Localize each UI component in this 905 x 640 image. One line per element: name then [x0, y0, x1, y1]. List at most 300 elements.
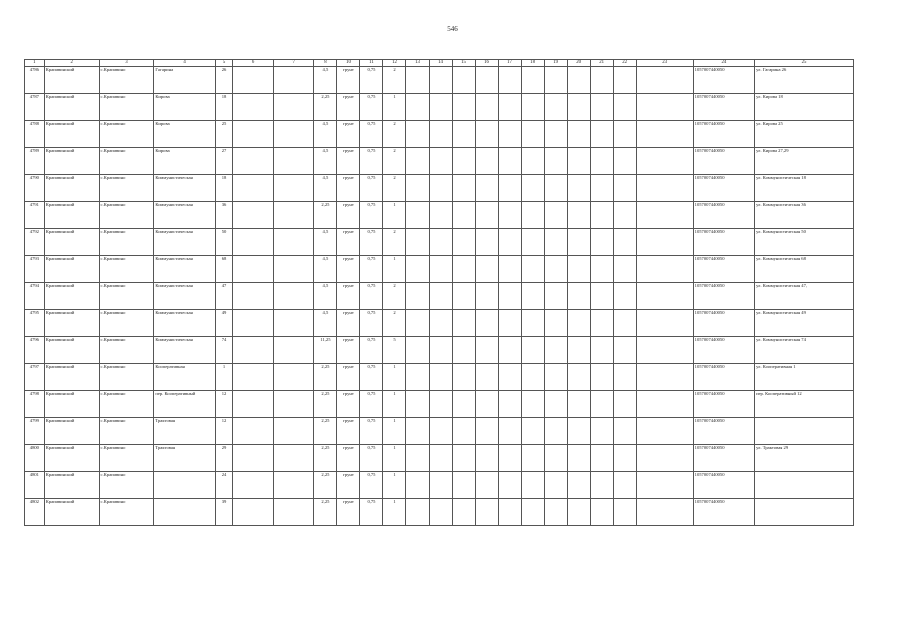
settlement-cell: с.Крапивино — [99, 283, 154, 310]
ogrn-cell: 1057007440050 — [693, 148, 754, 175]
settlement-cell: с.Крапивино — [99, 337, 154, 364]
owner-cell — [636, 67, 693, 94]
house-cell: 12 — [215, 418, 233, 445]
column-header: 24 — [693, 60, 754, 67]
surface-cell: грунт — [337, 391, 360, 418]
empty-cell — [406, 94, 429, 121]
empty-cell — [406, 229, 429, 256]
empty-cell — [429, 94, 452, 121]
empty-cell — [452, 445, 475, 472]
empty-cell — [475, 364, 498, 391]
served-addresses-cell: ул. Коммунистическая 68 — [755, 256, 854, 283]
empty-cell — [429, 310, 452, 337]
column-header: 16 — [475, 60, 498, 67]
ogrn-cell: 1057007440050 — [693, 472, 754, 499]
row-number: 4791 — [25, 202, 45, 229]
empty-cell — [521, 94, 544, 121]
surface-cell: грунт — [337, 283, 360, 310]
empty-cell — [498, 310, 521, 337]
area-cell: 4,5 — [314, 148, 337, 175]
longitude-cell — [273, 283, 314, 310]
house-cell: 39 — [215, 499, 233, 526]
area-cell: 11,25 — [314, 337, 337, 364]
district-cell: Крапивинский — [44, 418, 99, 445]
empty-cell — [567, 364, 590, 391]
district-cell: Крапивинский — [44, 67, 99, 94]
table-row — [25, 418, 854, 445]
container-count-cell: 2 — [383, 229, 406, 256]
empty-cell — [544, 256, 567, 283]
column-header: 12 — [383, 60, 406, 67]
ogrn-cell: 1057007440050 — [693, 283, 754, 310]
owner-cell — [636, 364, 693, 391]
empty-cell — [521, 256, 544, 283]
district-cell: Крапивинский — [44, 391, 99, 418]
empty-cell — [613, 499, 636, 526]
empty-cell — [613, 67, 636, 94]
empty-cell — [475, 121, 498, 148]
empty-cell — [613, 472, 636, 499]
ogrn-cell: 1057007440050 — [693, 229, 754, 256]
empty-cell — [452, 175, 475, 202]
served-addresses-cell: ул. Коммунистическая 36 — [755, 202, 854, 229]
empty-cell — [590, 499, 613, 526]
empty-cell — [544, 418, 567, 445]
empty-cell — [567, 391, 590, 418]
empty-cell — [544, 391, 567, 418]
volume-cell: 0,75 — [360, 472, 383, 499]
empty-cell — [475, 94, 498, 121]
district-cell: Крапивинский — [44, 94, 99, 121]
table-row — [25, 283, 854, 310]
container-count-cell: 2 — [383, 175, 406, 202]
owner-cell — [636, 256, 693, 283]
owner-cell — [636, 94, 693, 121]
district-cell: Крапивинский — [44, 499, 99, 526]
empty-cell — [452, 94, 475, 121]
empty-cell — [452, 283, 475, 310]
container-count-cell: 1 — [383, 391, 406, 418]
ogrn-cell: 1057007440050 — [693, 175, 754, 202]
empty-cell — [452, 418, 475, 445]
empty-cell — [521, 418, 544, 445]
empty-cell — [429, 148, 452, 175]
empty-cell — [498, 445, 521, 472]
container-count-cell: 2 — [383, 148, 406, 175]
empty-cell — [406, 472, 429, 499]
column-header: 5 — [215, 60, 233, 67]
empty-cell — [567, 310, 590, 337]
empty-cell — [590, 148, 613, 175]
empty-cell — [590, 256, 613, 283]
table-row — [25, 121, 854, 148]
street-cell: Кирова — [154, 121, 215, 148]
empty-cell — [429, 472, 452, 499]
empty-cell — [613, 94, 636, 121]
longitude-cell — [273, 94, 314, 121]
volume-cell: 0,75 — [360, 418, 383, 445]
area-cell: 4,5 — [314, 310, 337, 337]
table-header-row — [25, 60, 854, 67]
row-number: 4789 — [25, 148, 45, 175]
latitude-cell — [233, 67, 274, 94]
settlement-cell: с.Крапивино — [99, 364, 154, 391]
area-cell: 4,5 — [314, 283, 337, 310]
empty-cell — [498, 229, 521, 256]
empty-cell — [406, 391, 429, 418]
empty-cell — [544, 202, 567, 229]
surface-cell: грунт — [337, 337, 360, 364]
empty-cell — [406, 445, 429, 472]
table-row — [25, 391, 854, 418]
area-cell: 4,5 — [314, 229, 337, 256]
district-cell: Крапивинский — [44, 202, 99, 229]
empty-cell — [567, 94, 590, 121]
house-cell: 18 — [215, 94, 233, 121]
empty-cell — [544, 229, 567, 256]
served-addresses-cell: ул. Коммунистическая 49 — [755, 310, 854, 337]
surface-cell: грунт — [337, 121, 360, 148]
empty-cell — [498, 472, 521, 499]
container-count-cell: 2 — [383, 283, 406, 310]
area-cell: 2,25 — [314, 391, 337, 418]
container-count-cell: 1 — [383, 94, 406, 121]
ogrn-cell: 1057007440050 — [693, 418, 754, 445]
empty-cell — [498, 364, 521, 391]
row-number: 4794 — [25, 283, 45, 310]
empty-cell — [452, 337, 475, 364]
area-cell: 2,25 — [314, 364, 337, 391]
longitude-cell — [273, 67, 314, 94]
empty-cell — [429, 445, 452, 472]
column-header: 17 — [498, 60, 521, 67]
empty-cell — [406, 202, 429, 229]
empty-cell — [613, 418, 636, 445]
table-row — [25, 229, 854, 256]
empty-cell — [475, 202, 498, 229]
latitude-cell — [233, 202, 274, 229]
district-cell: Крапивинский — [44, 121, 99, 148]
owner-cell — [636, 202, 693, 229]
empty-cell — [498, 67, 521, 94]
empty-cell — [567, 121, 590, 148]
empty-cell — [590, 391, 613, 418]
empty-cell — [613, 364, 636, 391]
empty-cell — [613, 445, 636, 472]
register-table — [24, 59, 854, 526]
empty-cell — [567, 472, 590, 499]
longitude-cell — [273, 499, 314, 526]
empty-cell — [475, 472, 498, 499]
empty-cell — [544, 499, 567, 526]
surface-cell: грунт — [337, 94, 360, 121]
row-number: 4797 — [25, 364, 45, 391]
street-cell: Кирова — [154, 148, 215, 175]
empty-cell — [406, 418, 429, 445]
empty-cell — [567, 175, 590, 202]
settlement-cell: с.Крапивино — [99, 67, 154, 94]
empty-cell — [521, 67, 544, 94]
longitude-cell — [273, 418, 314, 445]
empty-cell — [590, 175, 613, 202]
ogrn-cell: 1057007440050 — [693, 391, 754, 418]
settlement-cell: с.Крапивино — [99, 94, 154, 121]
settlement-cell: с.Крапивино — [99, 202, 154, 229]
settlement-cell: с.Крапивино — [99, 310, 154, 337]
street-cell — [154, 472, 215, 499]
volume-cell: 0,75 — [360, 229, 383, 256]
empty-cell — [613, 229, 636, 256]
row-number: 4786 — [25, 67, 45, 94]
empty-cell — [452, 391, 475, 418]
empty-cell — [429, 283, 452, 310]
surface-cell: грунт — [337, 445, 360, 472]
house-cell: 36 — [215, 202, 233, 229]
column-header: 6 — [233, 60, 274, 67]
empty-cell — [613, 121, 636, 148]
table-row — [25, 202, 854, 229]
empty-cell — [544, 175, 567, 202]
settlement-cell: с.Крапивино — [99, 148, 154, 175]
district-cell: Крапивинский — [44, 472, 99, 499]
empty-cell — [590, 445, 613, 472]
area-cell: 4,5 — [314, 256, 337, 283]
ogrn-cell: 1057007440050 — [693, 499, 754, 526]
empty-cell — [406, 148, 429, 175]
latitude-cell — [233, 148, 274, 175]
empty-cell — [544, 67, 567, 94]
empty-cell — [429, 229, 452, 256]
container-count-cell: 2 — [383, 67, 406, 94]
empty-cell — [590, 67, 613, 94]
container-count-cell: 1 — [383, 202, 406, 229]
ogrn-cell: 1057007440050 — [693, 445, 754, 472]
settlement-cell: с.Крапивино — [99, 121, 154, 148]
row-number: 4798 — [25, 391, 45, 418]
longitude-cell — [273, 364, 314, 391]
empty-cell — [544, 364, 567, 391]
ogrn-cell: 1057007440050 — [693, 337, 754, 364]
empty-cell — [544, 472, 567, 499]
served-addresses-cell: ул. Гагарина 26 — [755, 67, 854, 94]
empty-cell — [567, 283, 590, 310]
column-header: 11 — [360, 60, 383, 67]
surface-cell: грунт — [337, 67, 360, 94]
empty-cell — [521, 121, 544, 148]
empty-cell — [521, 364, 544, 391]
empty-cell — [567, 256, 590, 283]
owner-cell — [636, 499, 693, 526]
empty-cell — [429, 256, 452, 283]
owner-cell — [636, 445, 693, 472]
table-row — [25, 499, 854, 526]
longitude-cell — [273, 310, 314, 337]
empty-cell — [613, 283, 636, 310]
street-cell: Коммунистическая — [154, 229, 215, 256]
empty-cell — [498, 418, 521, 445]
district-cell: Крапивинский — [44, 445, 99, 472]
surface-cell: грунт — [337, 310, 360, 337]
settlement-cell: с.Крапивино — [99, 391, 154, 418]
column-header: 2 — [44, 60, 99, 67]
empty-cell — [521, 202, 544, 229]
volume-cell: 0,75 — [360, 175, 383, 202]
empty-cell — [452, 121, 475, 148]
empty-cell — [613, 337, 636, 364]
ogrn-cell: 1057007440050 — [693, 364, 754, 391]
street-cell: Кирова — [154, 94, 215, 121]
longitude-cell — [273, 148, 314, 175]
latitude-cell — [233, 337, 274, 364]
column-header: 8 — [314, 60, 337, 67]
owner-cell — [636, 337, 693, 364]
empty-cell — [475, 67, 498, 94]
row-number: 4792 — [25, 229, 45, 256]
table-row — [25, 67, 854, 94]
empty-cell — [429, 337, 452, 364]
empty-cell — [590, 121, 613, 148]
column-header: 10 — [337, 60, 360, 67]
latitude-cell — [233, 310, 274, 337]
surface-cell: грунт — [337, 202, 360, 229]
street-cell: Коммунистическая — [154, 202, 215, 229]
empty-cell — [429, 364, 452, 391]
house-cell: 18 — [215, 175, 233, 202]
column-header: 1 — [25, 60, 45, 67]
longitude-cell — [273, 229, 314, 256]
empty-cell — [475, 256, 498, 283]
column-header: 3 — [99, 60, 154, 67]
empty-cell — [498, 202, 521, 229]
empty-cell — [452, 202, 475, 229]
latitude-cell — [233, 418, 274, 445]
empty-cell — [498, 256, 521, 283]
empty-cell — [521, 445, 544, 472]
table-row — [25, 364, 854, 391]
empty-cell — [544, 337, 567, 364]
table-row — [25, 445, 854, 472]
empty-cell — [498, 391, 521, 418]
empty-cell — [567, 229, 590, 256]
latitude-cell — [233, 175, 274, 202]
longitude-cell — [273, 202, 314, 229]
empty-cell — [567, 499, 590, 526]
empty-cell — [498, 499, 521, 526]
settlement-cell: с.Крапивино — [99, 418, 154, 445]
empty-cell — [613, 310, 636, 337]
column-header: 23 — [636, 60, 693, 67]
empty-cell — [475, 310, 498, 337]
volume-cell: 0,75 — [360, 391, 383, 418]
empty-cell — [406, 283, 429, 310]
column-header: 25 — [755, 60, 854, 67]
latitude-cell — [233, 445, 274, 472]
owner-cell — [636, 310, 693, 337]
street-cell: Гагарина — [154, 67, 215, 94]
empty-cell — [590, 283, 613, 310]
served-addresses-cell — [755, 418, 854, 445]
volume-cell: 0,75 — [360, 148, 383, 175]
empty-cell — [567, 67, 590, 94]
empty-cell — [567, 148, 590, 175]
row-number: 4787 — [25, 94, 45, 121]
volume-cell: 0,75 — [360, 67, 383, 94]
area-cell: 4,5 — [314, 67, 337, 94]
empty-cell — [429, 67, 452, 94]
house-cell: 27 — [215, 148, 233, 175]
settlement-cell: с.Крапивино — [99, 175, 154, 202]
empty-cell — [613, 256, 636, 283]
empty-cell — [475, 418, 498, 445]
empty-cell — [452, 148, 475, 175]
empty-cell — [521, 175, 544, 202]
empty-cell — [429, 175, 452, 202]
house-cell: 25 — [215, 121, 233, 148]
container-count-cell: 1 — [383, 472, 406, 499]
longitude-cell — [273, 256, 314, 283]
container-count-cell: 1 — [383, 499, 406, 526]
volume-cell: 0,75 — [360, 364, 383, 391]
served-addresses-cell: ул. Коммунистическая 18 — [755, 175, 854, 202]
empty-cell — [498, 283, 521, 310]
empty-cell — [544, 445, 567, 472]
area-cell: 4,5 — [314, 121, 337, 148]
volume-cell: 0,75 — [360, 202, 383, 229]
row-number: 4790 — [25, 175, 45, 202]
settlement-cell: с.Крапивино — [99, 472, 154, 499]
column-header: 19 — [544, 60, 567, 67]
served-addresses-cell: ул. Коммунистическая 74 — [755, 337, 854, 364]
ogrn-cell: 1057007440050 — [693, 67, 754, 94]
surface-cell: грунт — [337, 364, 360, 391]
owner-cell — [636, 283, 693, 310]
container-count-cell: 1 — [383, 418, 406, 445]
table-row — [25, 148, 854, 175]
empty-cell — [590, 229, 613, 256]
row-number: 4802 — [25, 499, 45, 526]
surface-cell: грунт — [337, 418, 360, 445]
house-cell: 68 — [215, 256, 233, 283]
area-cell: 2,25 — [314, 445, 337, 472]
empty-cell — [406, 310, 429, 337]
empty-cell — [498, 94, 521, 121]
table-row — [25, 94, 854, 121]
empty-cell — [452, 256, 475, 283]
longitude-cell — [273, 472, 314, 499]
empty-cell — [521, 310, 544, 337]
longitude-cell — [273, 175, 314, 202]
empty-cell — [452, 229, 475, 256]
served-addresses-cell: ул. Кирова 18 — [755, 94, 854, 121]
street-cell: Коммунистическая — [154, 337, 215, 364]
area-cell: 4,5 — [314, 175, 337, 202]
empty-cell — [567, 445, 590, 472]
served-addresses-cell: ул. Коммунистическая 50 — [755, 229, 854, 256]
empty-cell — [521, 283, 544, 310]
district-cell: Крапивинский — [44, 229, 99, 256]
page-number: 546 — [447, 25, 458, 33]
area-cell: 2,25 — [314, 418, 337, 445]
district-cell: Крапивинский — [44, 256, 99, 283]
house-cell: 26 — [215, 67, 233, 94]
empty-cell — [521, 391, 544, 418]
house-cell: 47 — [215, 283, 233, 310]
empty-cell — [544, 310, 567, 337]
district-cell: Крапивинский — [44, 175, 99, 202]
empty-cell — [521, 472, 544, 499]
row-number: 4801 — [25, 472, 45, 499]
settlement-cell: с.Крапивино — [99, 229, 154, 256]
